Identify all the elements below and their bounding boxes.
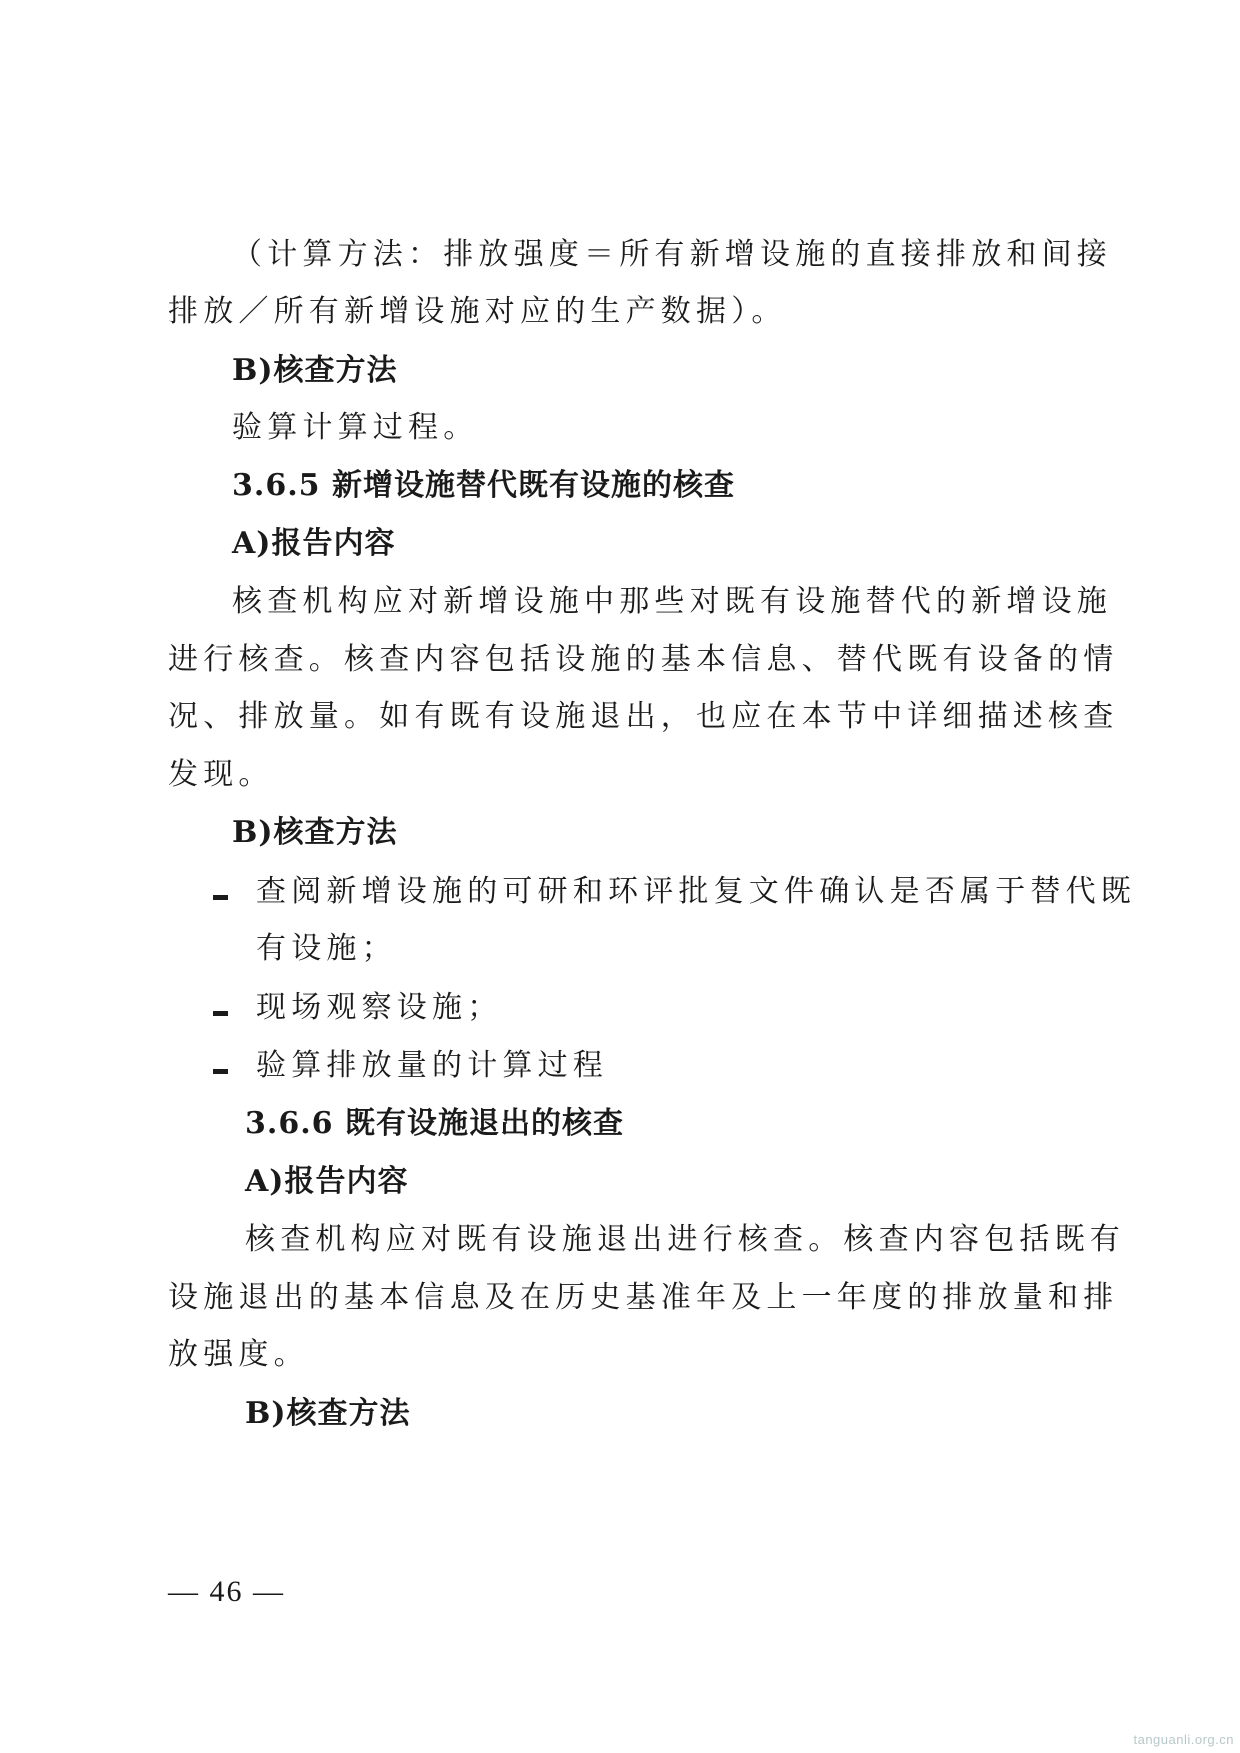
paragraph-line: 发现。 bbox=[168, 757, 274, 792]
paragraph-line: 放强度。 bbox=[168, 1337, 309, 1372]
bullet-item-line: 查阅新增设施的可研和环评批复文件确认是否属于替代既 bbox=[256, 874, 1136, 909]
subheading-method: B)核查方法 bbox=[232, 353, 398, 388]
bullet-item-line: 有设施； bbox=[256, 931, 397, 966]
bullet-dash-icon bbox=[213, 1011, 228, 1016]
subheading-report: A)报告内容 bbox=[245, 1164, 409, 1199]
paragraph-line: 核查机构应对新增设施中那些对既有设施替代的新增设施 bbox=[232, 584, 1112, 619]
paragraph-line: 进行核查。核查内容包括设施的基本信息、替代既有设备的情 bbox=[168, 642, 1119, 677]
section-heading-3-6-6: 3.6.6 既有设施退出的核查 bbox=[245, 1106, 624, 1141]
section-heading-3-6-5: 3.6.5 新增设施替代既有设施的核查 bbox=[232, 468, 735, 503]
paragraph-line: 核查机构应对既有设施退出进行核查。核查内容包括既有 bbox=[245, 1222, 1125, 1257]
bullet-dash-icon bbox=[213, 895, 228, 900]
page-number: — 46 — bbox=[168, 1575, 285, 1608]
subheading-method: B)核查方法 bbox=[232, 815, 398, 850]
bullet-item: 现场观察设施； bbox=[256, 990, 503, 1025]
bullet-dash-icon bbox=[213, 1069, 228, 1074]
paragraph-line: 况、排放量。如有既有设施退出，也应在本节中详细描述核查 bbox=[168, 699, 1119, 734]
subheading-method: B)核查方法 bbox=[245, 1396, 411, 1431]
bullet-item: 验算排放量的计算过程 bbox=[256, 1048, 608, 1083]
subheading-report: A)报告内容 bbox=[232, 526, 396, 561]
paragraph-line: 排放／所有新增设施对应的生产数据）。 bbox=[168, 294, 787, 329]
paragraph-line: 设施退出的基本信息及在历史基准年及上一年度的排放量和排 bbox=[168, 1280, 1119, 1315]
paragraph-line: （计算方法：排放强度＝所有新增设施的直接排放和间接 bbox=[232, 237, 1112, 272]
paragraph-line: 验算计算过程。 bbox=[232, 410, 479, 445]
watermark: tanguanli.org.cn bbox=[1133, 1732, 1234, 1747]
